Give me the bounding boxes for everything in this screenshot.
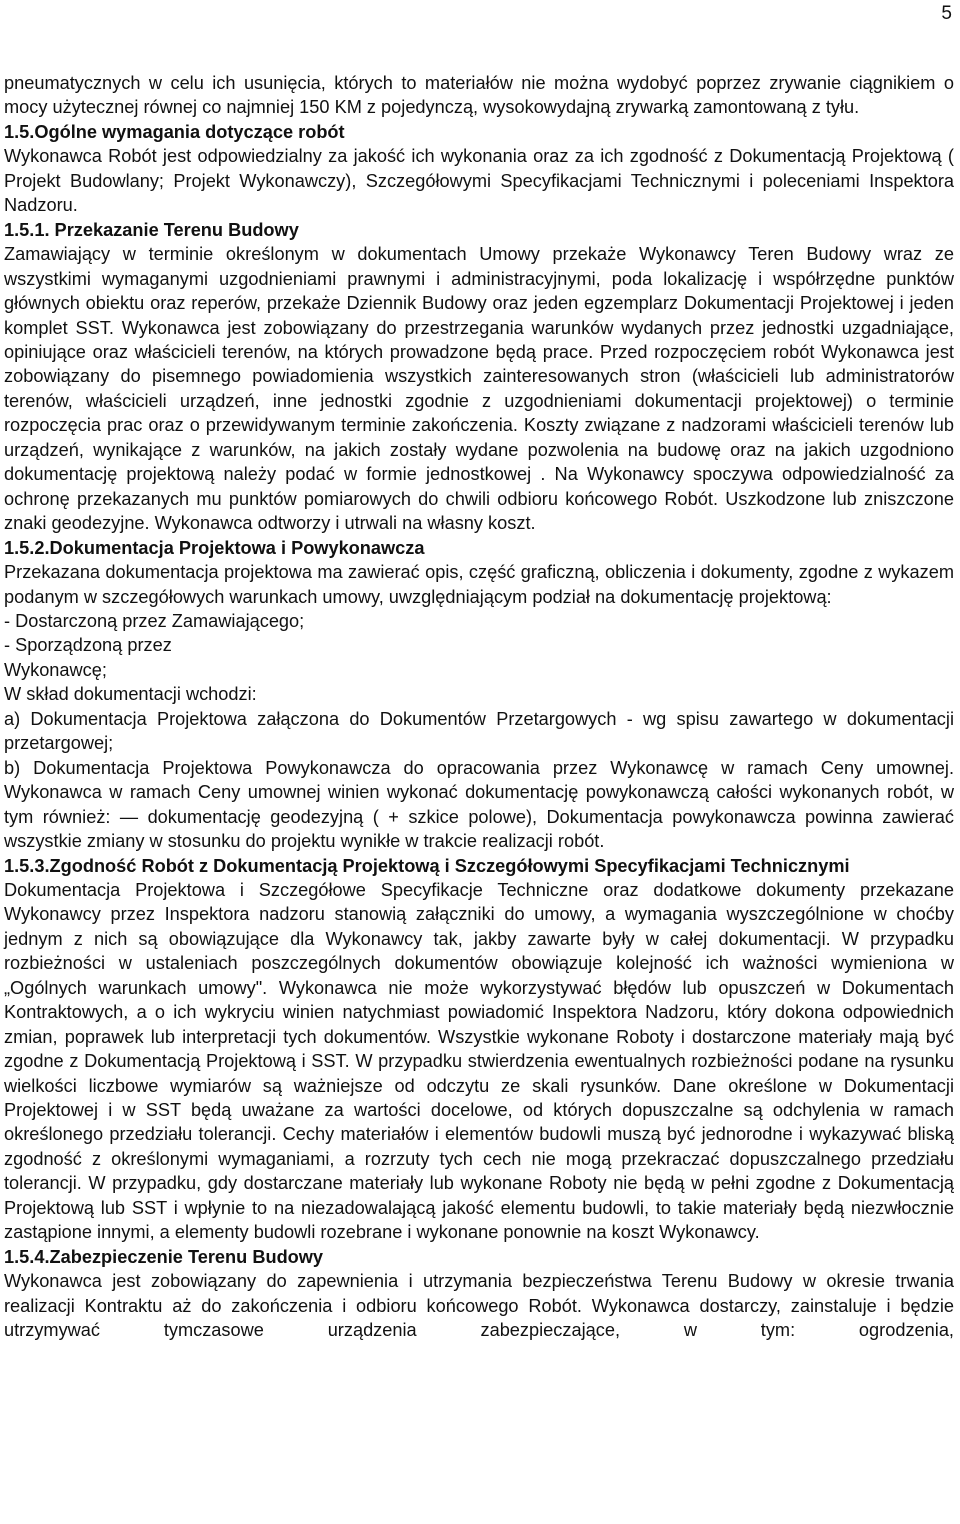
paragraph: pneumatycznych w celu ich usunięcia, których to materiałów nie można wydobyć poprzez zrywanie ciągnikiem o mocy użytecznej równej co najmniej 150 KM z pojedynczą, wysokowydajną zrywarką zamontowaną z tyłu. (4, 73, 954, 118)
section-heading-1-5: 1.5.Ogólne wymagania dotyczące robót (4, 121, 345, 142)
page-content (4, 71, 954, 1343)
paragraph: b) Dokumentacja Projektowa Powykonawcza do opracowania przez Wykonawcę w ramach Ceny umownej. Wykonawca w ramach Ceny umownej winien wykonać dokumentację powykonawczą całości wykonanych robót, w tym również: — dokumentację geodezyjną ( + szkice polowe), Dokumentacja powykonawcza powinna zawierać wszystkie zmiany w stosunku do projektu wynikłe w trakcie realizacji robót. (4, 757, 954, 852)
section-heading-1-5-4: 1.5.4.Zabezpieczenie Terenu Budowy (4, 1246, 324, 1267)
list-item: - Sporządzoną przez (4, 635, 172, 656)
paragraph: Wykonawca Robót jest odpowiedzialny za jakość ich wykonania oraz za ich zgodność z Dokumentacją Projektową ( Projekt Budowlany; Projekt Wykonawczy), Szczegółowymi Specyfikacjami Technicznymi i poleceniami Inspektora Nadzoru. (4, 146, 954, 216)
list-intro: W skład dokumentacji wchodzi: (4, 684, 257, 705)
paragraph: Wykonawca jest zobowiązany do zapewnienia i utrzymania bezpieczeństwa Terenu Budowy w okresie trwania realizacji Kontraktu aż do zakończenia i odbioru końcowego Robót. Wykonawca dostarczy, zainstaluje i będzie utrzymywać tymczasowe urządzenia zabezpieczające, w tym: ogrodzenia, (4, 1271, 954, 1341)
paragraph: Zamawiający w terminie określonym w dokumentach Umowy przekaże Wykonawcy Teren Budowy wraz ze wszystkimi wymaganymi uzgodnieniami prawnymi i administracyjnymi, poda lokalizację i współrzędne punktów głównych obiektu oraz reperów, przekaże Dziennik Budowy oraz jeden egzemplarz Dokumentacji Projektowej i jeden komplet SST. Wykonawca jest zobowiązany do przestrzegania warunków wydanych przez jednostki uzgadniające, opiniujące oraz właścicieli terenów, na których prowadzone będą prace. Przed rozpoczęciem robót Wykonawca jest zobowiązany do pisemnego powiadomienia wszystkich zainteresowanych stron (właścicieli lub administratorów terenów, właścicieli urządzeń, inne jednostki zgodnie z uzgodnieniami dokumentacji projektowej) o terminie rozpoczęcia prac oraz o przewidywanym terminie zakończenia. Koszty związane z nadzorami właścicieli terenów lub urządzeń, wynikające z warunków, na jakich zostały wydane pozwolenia na budowę oraz na jakich uzgodniono dokumentację projektową należy podać w formie jednostkowej . Na Wykonawcy spoczywa odpowiedzialność za ochronę przekazanych mu punktów pomiarowych do chwili odbioru końcowego Robót. Uszkodzone lub zniszczone znaki geodezyjne. Wykonawca odtworzy i utrwali na własny koszt. (4, 244, 954, 534)
list-item: Wykonawcę; (4, 659, 107, 680)
section-heading-1-5-1: 1.5.1. Przekazanie Terenu Budowy (4, 219, 299, 240)
section-heading-1-5-3: 1.5.3.Zgodność Robót z Dokumentacją Projektową i Szczegółowymi Specyfikacjami Technicznymi (4, 855, 850, 876)
paragraph: Przekazana dokumentacja projektowa ma zawierać opis, część graficzną, obliczenia i dokumenty, zgodne z wykazem podanym w szczegółowych warunkach umowy, uwzględniającym podział na dokumentację projektową: (4, 562, 954, 607)
list-item: - Dostarczoną przez Zamawiającego; (4, 610, 305, 631)
section-heading-1-5-2: 1.5.2.Dokumentacja Projektowa i Powykonawcza (4, 537, 425, 558)
paragraph: Dokumentacja Projektowa i Szczegółowe Specyfikacje Techniczne oraz dodatkowe dokumenty przekazane Wykonawcy przez Inspektora nadzoru stanowią załączniki do umowy, a wymagania wyszczególnione w choćby jednym z nich są obowiązujące dla Wykonawcy tak, jakby zawarte były w całej dokumentacji. W przypadku rozbieżności w ustaleniach poszczególnych dokumentów obowiązuje kolejność ich ważności wymieniona w „Ogólnych warunkach umowy". Wykonawca nie może wykorzystywać błędów lub opuszczeń w Dokumentach Kontraktowych, a o ich wykryciu winien natychmiast powiadomić Inspektora Nadzoru, który dokona odpowiednich zmian, poprawek lub interpretacji tych dokumentów. Wszystkie wykonane Roboty i dostarczone materiały mają być zgodne z Dokumentacją Projektową i SST. W przypadku stwierdzenia ewentualnych rozbieżności podane na rysunku wielkości liczbowe wymiarów są ważniejsze od odczytu ze skali rysunków. Dane określone w Dokumentacji Projektowej i w SST będą uważane za wartości docelowe, od których dopuszczalne są odchylenia w ramach określonego przedziału tolerancji. Cechy materiałów i elementów budowli muszą być jednorodne i wykazywać bliską zgodność z określonymi wymaganiami, a rozrzuty tych cech nie mogą przekraczać dopuszczalnego przedziału tolerancji. W przypadku, gdy dostarczane materiały lub wykonane Roboty nie będą w pełni zgodne z Dokumentacją Projektową lub SST i wpłynie to na niezadowalającą jakość elementu budowli, to takie materiały będą niezwłocznie zastąpione innymi, a elementy budowli rozebrane i wykonane ponownie na koszt Wykonawcy. (4, 879, 954, 1243)
page-number: 5 (941, 3, 952, 24)
paragraph: a) Dokumentacja Projektowa załączona do Dokumentów Przetargowych - wg spisu zawartego w dokumentacji przetargowej; (4, 708, 954, 754)
